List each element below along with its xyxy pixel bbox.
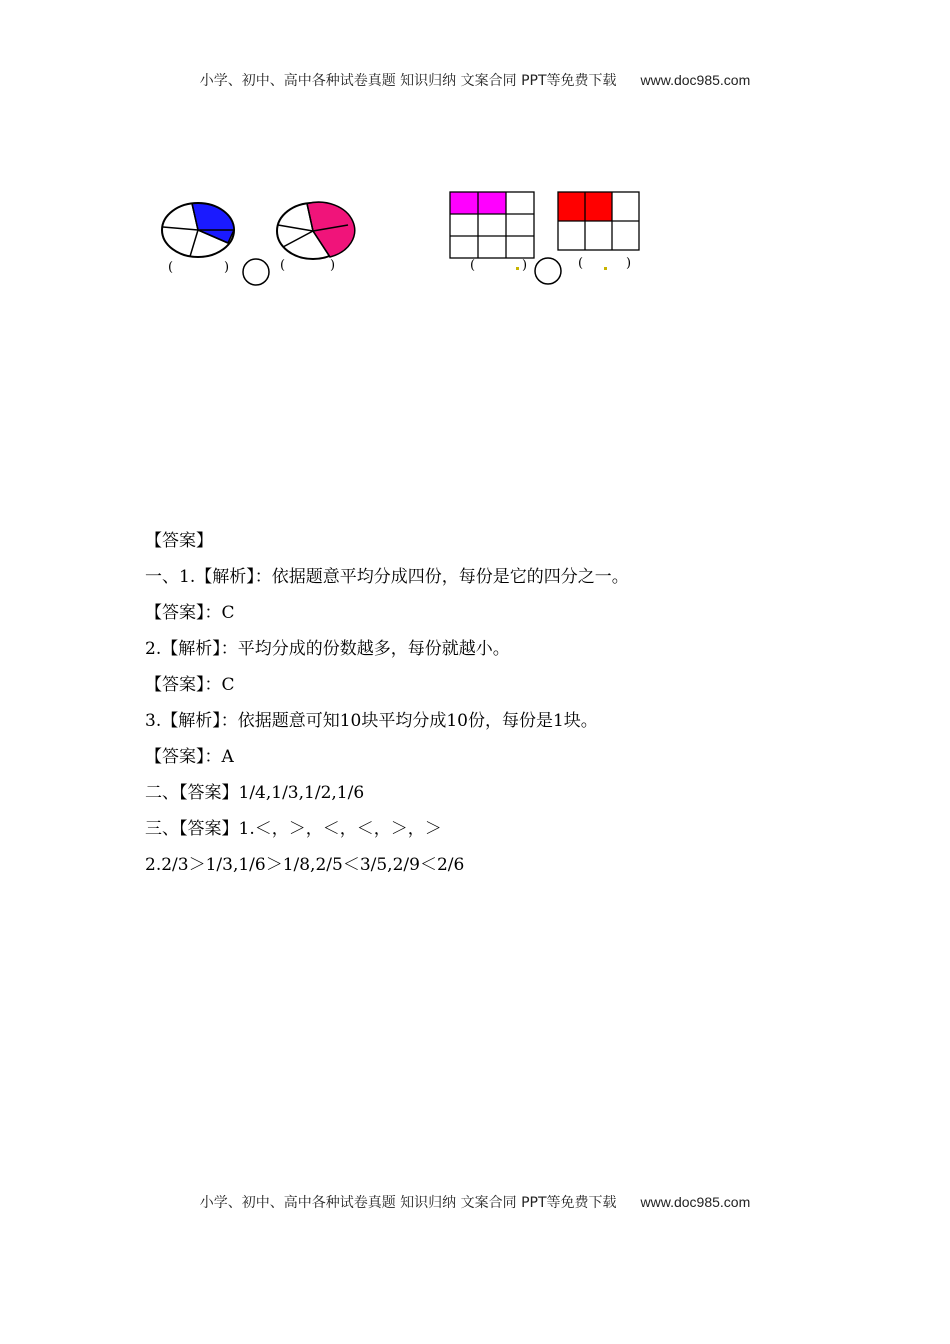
page-header <box>0 70 950 90</box>
circle-figure-left <box>162 203 234 257</box>
paren-open-2: ( <box>280 258 286 273</box>
paren-close-3: ) <box>522 258 528 273</box>
answer-line-1: 一、1.【解析】：依据题意平均分成四份，每份是它的四分之一。 <box>145 567 629 587</box>
answer-line-6: 【答案】：A <box>145 747 234 767</box>
paren-close-1: ) <box>224 260 230 275</box>
paren-open-4: ( <box>578 256 584 271</box>
answer-line-9: 2.2/3＞1/3,1/6＞1/8,2/5＜3/5,2/9＜2/6 <box>145 855 465 875</box>
compare-circle-1[interactable] <box>243 259 269 285</box>
header-text: 小学、初中、高中各种试卷真题 知识归纳 文案合同 PPT等免费下载 <box>199 73 617 89</box>
answers-heading: 【答案】 <box>145 531 213 551</box>
answer-line-5: 3.【解析】：依据题意可知10块平均分成10份，每份是1块。 <box>145 711 598 731</box>
paren-open-3: ( <box>470 258 476 273</box>
footer-site-link[interactable]: www.doc985.com <box>640 1194 751 1210</box>
header-site-link[interactable]: www.doc985.com <box>640 72 751 88</box>
answer-line-2: 【答案】：C <box>145 603 235 623</box>
circle-figure-right <box>277 202 355 259</box>
answer-line-7: 二、【答案】1/4,1/3,1/2,1/6 <box>145 783 365 803</box>
grid-figure-right <box>558 192 639 250</box>
answer-line-4: 【答案】：C <box>145 675 235 695</box>
paren-close-4: ) <box>626 256 632 271</box>
page-footer <box>0 1192 950 1212</box>
fraction-figures <box>150 185 670 295</box>
compare-circle-2[interactable] <box>535 258 561 284</box>
answer-line-8: 三、【答案】1.＜，＞，＜，＜，＞，＞ <box>145 819 442 839</box>
grid-figure-left <box>450 192 534 258</box>
answer-line-3: 2.【解析】：平均分成的份数越多，每份就越小。 <box>145 639 510 659</box>
paren-open-1: ( <box>168 260 174 275</box>
paren-close-2: ) <box>330 258 336 273</box>
footer-text: 小学、初中、高中各种试卷真题 知识归纳 文案合同 PPT等免费下载 <box>199 1195 617 1211</box>
